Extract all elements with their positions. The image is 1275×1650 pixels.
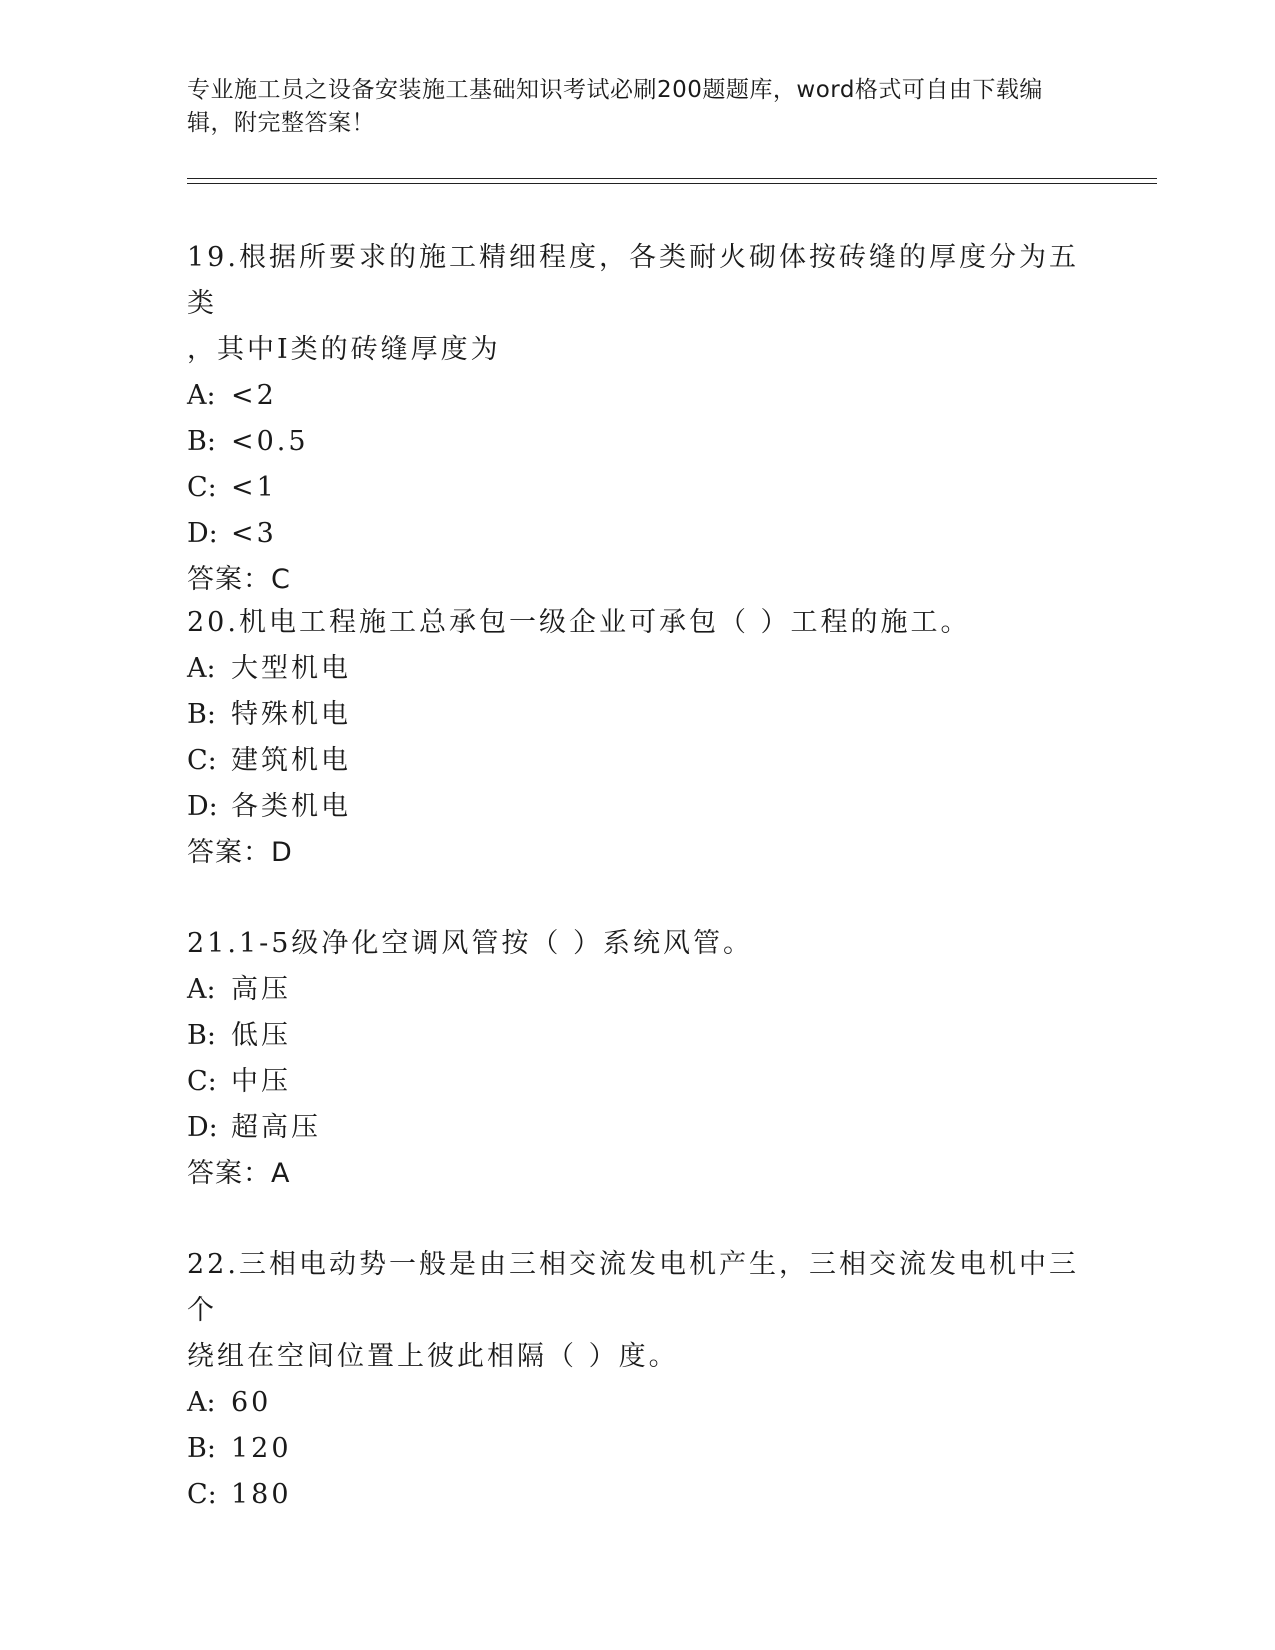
option-a [187, 373, 1087, 419]
option-b [187, 692, 1087, 738]
option-text: <3 [231, 518, 277, 549]
option-text: <2 [231, 380, 277, 411]
option-text: <0.5 [231, 426, 309, 457]
option-c [187, 738, 1087, 784]
option-a [187, 967, 1087, 1013]
question-22 [187, 1242, 1087, 1518]
option-letter: D: [187, 791, 218, 822]
option-text: 大型机电 [231, 653, 351, 684]
question-stem-line: 22.三相电动势一般是由三相交流发电机产生，三相交流发电机中三个 [187, 1249, 1079, 1326]
option-text: 高压 [231, 974, 291, 1005]
header-rule-top [187, 178, 1157, 179]
question-stem-line: 21.1-5级净化空调风管按（ ）系统风管。 [187, 928, 754, 959]
option-d [187, 1105, 1087, 1151]
option-letter: C: [187, 1479, 217, 1510]
option-text: 建筑机电 [231, 745, 351, 776]
option-c [187, 465, 1087, 511]
option-text: 特殊机电 [231, 699, 351, 730]
option-c [187, 1472, 1087, 1518]
option-letter: C: [187, 1066, 217, 1097]
option-text: 120 [231, 1433, 292, 1464]
header-rule-bottom [187, 183, 1157, 184]
option-a [187, 1380, 1087, 1426]
option-letter: B: [187, 1433, 216, 1464]
document-header [187, 74, 1087, 140]
option-a [187, 646, 1087, 692]
question-21 [187, 921, 1087, 1197]
header-text: 专业施工员之设备安装施工基础知识考试必刷200题题库，word格式可自由下载编辑，附完整答案！ [187, 77, 1043, 136]
answer-line: 答案：A [187, 1158, 291, 1189]
option-letter: C: [187, 745, 217, 776]
option-text: 超高压 [231, 1112, 321, 1143]
option-text: 各类机电 [231, 791, 351, 822]
option-b [187, 1426, 1087, 1472]
option-letter: B: [187, 699, 216, 730]
option-d [187, 784, 1087, 830]
option-text: 中压 [231, 1066, 291, 1097]
option-letter: C: [187, 472, 217, 503]
answer-line: 答案：C [187, 564, 291, 595]
question-19 [187, 235, 1087, 603]
question-stem-line: 绕组在空间位置上彼此相隔（ ）度。 [187, 1341, 679, 1372]
option-text: 低压 [231, 1020, 291, 1051]
option-b [187, 1013, 1087, 1059]
option-b [187, 419, 1087, 465]
option-c [187, 1059, 1087, 1105]
option-text: <1 [231, 472, 277, 503]
option-letter: A: [187, 1387, 216, 1418]
option-d [187, 511, 1087, 557]
question-stem-line: 19.根据所要求的施工精细程度，各类耐火砌体按砖缝的厚度分为五类 [187, 242, 1079, 319]
option-letter: B: [187, 1020, 216, 1051]
option-letter: A: [187, 380, 216, 411]
question-20 [187, 600, 1087, 876]
option-letter: D: [187, 1112, 218, 1143]
option-letter: A: [187, 974, 216, 1005]
option-text: 180 [231, 1479, 292, 1510]
option-text: 60 [231, 1387, 272, 1418]
option-letter: B: [187, 426, 216, 457]
option-letter: D: [187, 518, 218, 549]
answer-line: 答案：D [187, 837, 293, 868]
option-letter: A: [187, 653, 216, 684]
question-stem-line: 20.机电工程施工总承包一级企业可承包（ ）工程的施工。 [187, 607, 971, 638]
question-stem-line: ，其中Ⅰ类的砖缝厚度为 [187, 334, 501, 365]
